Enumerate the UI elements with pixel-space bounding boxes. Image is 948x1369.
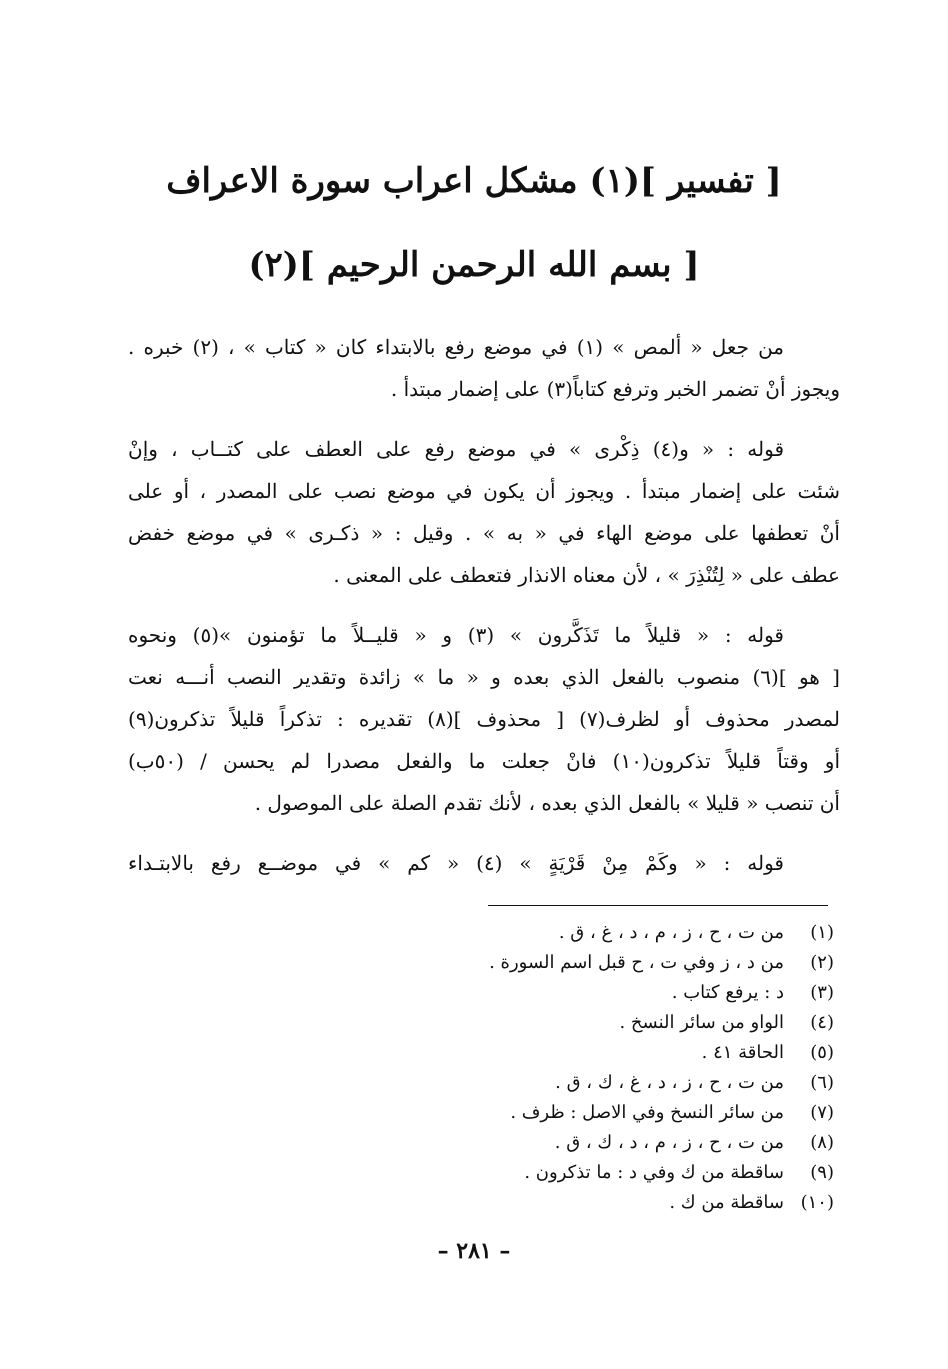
text-line: أو وقتاً قليلاً تذكرون(١٠) فانْ جعلت ما والفعل مصدرا لم يحسن / (٥٠ب) <box>128 749 840 773</box>
paragraph-1 <box>128 326 840 410</box>
footnote-number: (٧) <box>810 1102 834 1123</box>
text-line: قوله : « قليلاً ما تَذَكَّرون » (٣) و « قليــلاً ما تؤمنون »(٥) ونحوه <box>128 623 784 647</box>
footnote-item <box>414 1098 834 1128</box>
footnotes <box>414 918 834 1218</box>
footnote-item <box>414 948 834 978</box>
footnote-number: (١) <box>810 922 834 943</box>
footnote-item <box>414 918 834 948</box>
footnote-number: (٢) <box>810 952 834 973</box>
text-line: ويجوز أنْ تضمر الخبر وترفع كتاباً(٣) على إضمار مبتدأ . <box>390 377 840 401</box>
footnote-text: من ت ، ح ، ز ، م ، د ، ك ، ق . <box>554 1132 784 1153</box>
footnote-text: من ت ، ح ، ز ، د ، غ ، ك ، ق . <box>555 1072 784 1093</box>
footnote-text: من د ، ز وفي ت ، ح قبل اسم السورة . <box>489 952 784 973</box>
basmala-heading: [ بسم الله الرحمن الرحيم ](٢) <box>248 245 700 285</box>
footnote-number: (٨) <box>810 1132 834 1153</box>
footnote-number: (٦) <box>810 1072 834 1093</box>
footnote-text: د : يرفع كتاب . <box>671 982 784 1003</box>
footnote-item <box>414 978 834 1008</box>
chapter-title: [ تفسير ](١) مشكل اعراب سورة الاعراف <box>166 161 782 201</box>
text-line: عطف على « لِتُنْذِرَ » ، لأن معناه الانذار فتعطف على المعنى . <box>333 563 840 587</box>
text-line: شئت على إضمار مبتدأ . ويجوز أن يكون في موضع نصب على المصدر ، أو على <box>128 479 840 503</box>
paragraph-4 <box>128 842 840 884</box>
page-number: – ٢٨١ – <box>437 1238 511 1264</box>
text-line: من جعل « ألمص » (١) في موضع رفع بالابتداء كان « كتاب » ، (٢) خبره . <box>128 335 785 359</box>
footnote-text: ساقطة من ك وفي د : ما تذكرون . <box>524 1162 784 1183</box>
footnote-number: (٥) <box>810 1042 834 1063</box>
footnote-number: (٤) <box>810 1012 834 1033</box>
main-text <box>128 326 840 902</box>
footnote-number: (١٠) <box>800 1192 834 1213</box>
footnote-text: من ت ، ح ، ز ، م ، د ، غ ، ق . <box>558 922 784 943</box>
footnote-item <box>414 1158 834 1188</box>
footnote-text: الواو من سائر النسخ . <box>619 1012 784 1033</box>
footnote-item <box>414 1128 834 1158</box>
footnote-text: الحاقة ٤١ . <box>701 1042 784 1063</box>
footnote-text: من سائر النسخ وفي الاصل : ظرف . <box>510 1102 784 1123</box>
paragraph-2 <box>128 428 840 596</box>
footnote-item <box>414 1188 834 1218</box>
footnote-item <box>414 1038 834 1068</box>
text-line: قوله : « و(٤) ذِكْرى » في موضع رفع على العطف على كتــاب ، وإنْ <box>128 437 785 461</box>
text-line: [ هو ](٦) منصوب بالفعل الذي بعده و « ما » زائدة وتقدير النصب أنـــه نعت <box>128 665 840 689</box>
footnote-text: ساقطة من ك . <box>669 1192 784 1213</box>
footnote-separator <box>488 905 828 906</box>
text-line: أن تنصب « قليلا » بالفعل الذي بعده ، لأنك تقدم الصلة على الموصول . <box>254 791 840 815</box>
text-line: لمصدر محذوف أو لظرف(٧) [ محذوف ](٨) تقديره : تذكراً قليلاً تذكرون(٩) <box>128 707 840 731</box>
text-line: أنْ تعطفها على موضع الهاء في « به » . وقيل : « ذكـرى » في موضع خفض <box>128 521 840 545</box>
footnote-item <box>414 1068 834 1098</box>
footnote-number: (٣) <box>810 982 834 1003</box>
footnote-number: (٩) <box>810 1162 834 1183</box>
paragraph-3 <box>128 614 840 824</box>
text-line: قوله : « وكَمْ مِنْ قَرْيَةٍ » (٤) « كم » في موضــع رفع بالابتـداء <box>128 851 784 875</box>
footnote-item <box>414 1008 834 1038</box>
